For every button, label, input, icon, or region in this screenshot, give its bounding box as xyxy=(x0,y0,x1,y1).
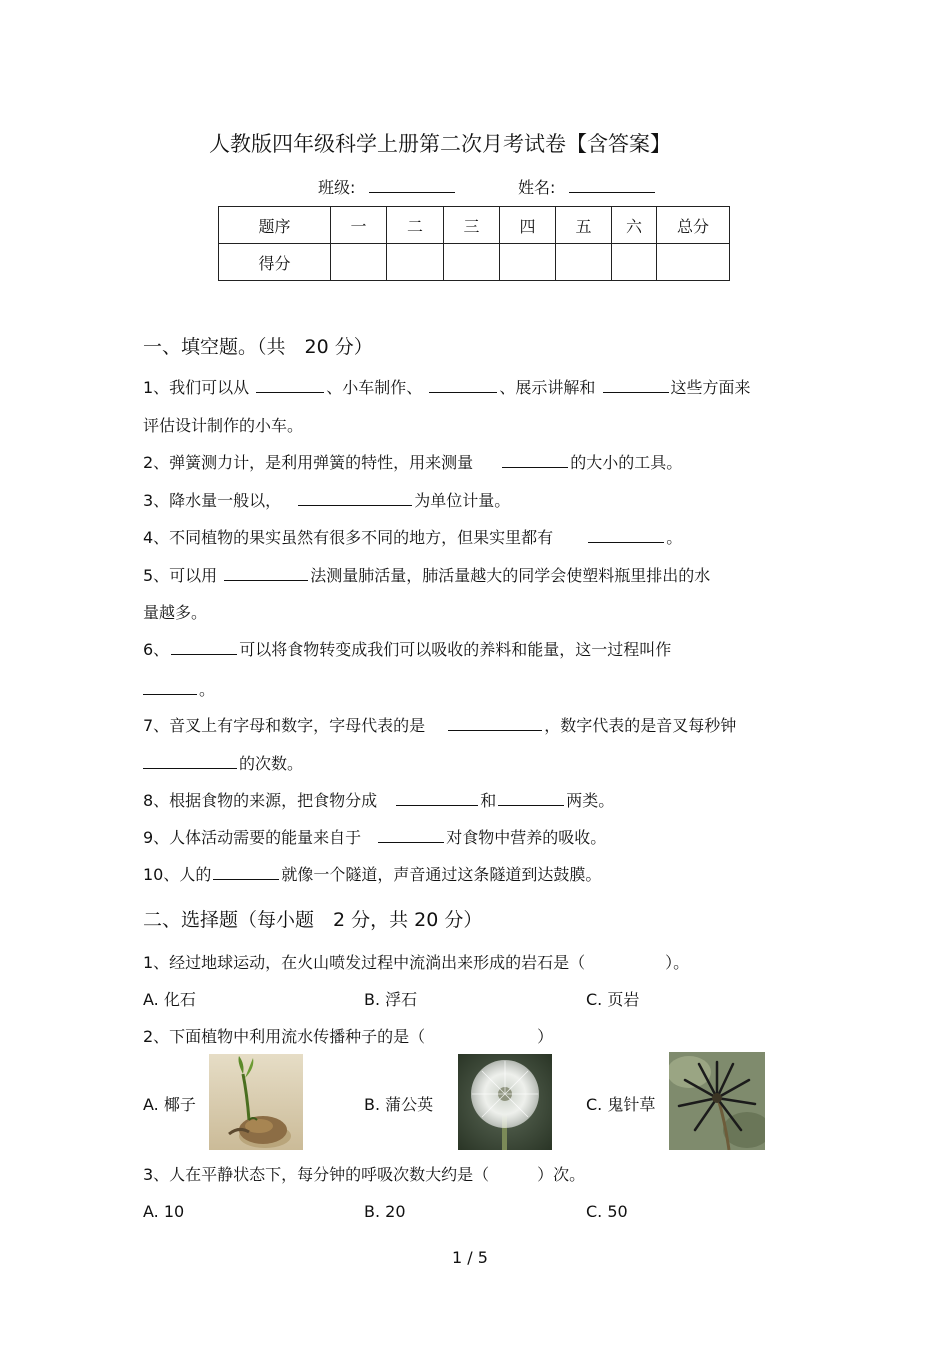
class-label: 班级: xyxy=(318,178,356,197)
score-header-cell: 二 xyxy=(387,207,444,244)
q5-text: 5、可以用 xyxy=(143,566,218,585)
mc-q1-option-b: B. 浮石 xyxy=(364,990,418,1009)
mc-q2-option-b: B. 蒲公英 xyxy=(364,1095,434,1114)
score-header-cell: 五 xyxy=(556,207,612,244)
answer-blank xyxy=(429,378,497,393)
question-6 xyxy=(143,639,671,661)
coconut-sprout-image xyxy=(209,1054,303,1150)
mc-question-3: 3、人在平静状态下，每分钟的呼吸次数大约是（ ）次。 xyxy=(143,1165,586,1184)
q8-text: 8、根据食物的来源，把食物分成 xyxy=(143,791,378,810)
score-table-score-row xyxy=(219,244,730,281)
answer-blank xyxy=(171,640,237,655)
score-cell xyxy=(444,244,500,281)
answer-blank xyxy=(256,378,324,393)
mc-q3-option-c: C. 50 xyxy=(586,1202,628,1221)
score-table xyxy=(218,206,730,281)
answer-blank xyxy=(143,680,197,695)
question-6-cont xyxy=(143,679,215,701)
mc-question-2: 2、下面植物中利用流水传播种子的是（ ） xyxy=(143,1027,554,1046)
q7-text: ，数字代表的是音叉每秒钟 xyxy=(544,716,737,735)
question-7 xyxy=(143,715,736,737)
section2-heading: 二、选择题（每小题 2 分，共 20 分） xyxy=(143,909,483,931)
answer-blank xyxy=(498,791,564,806)
q6-text: 6、 xyxy=(143,640,170,659)
mc-q1-option-a: A. 化石 xyxy=(143,990,196,1009)
answer-blank xyxy=(448,716,542,731)
q6-text: 可以将食物转变成我们可以吸收的养料和能量，这一过程叫作 xyxy=(239,640,672,659)
class-field xyxy=(318,175,455,198)
question-4 xyxy=(143,527,682,549)
q1-text: 1、我们可以从 xyxy=(143,378,250,397)
q10-text: 就像一个隧道，声音通过这条隧道到达鼓膜。 xyxy=(281,865,602,884)
answer-blank xyxy=(213,865,279,880)
score-cell xyxy=(500,244,556,281)
answer-blank xyxy=(298,491,412,506)
score-header-cell: 六 xyxy=(612,207,657,244)
score-cell xyxy=(612,244,657,281)
answer-blank xyxy=(502,453,568,468)
q1-text: 、小车制作、 xyxy=(326,378,423,397)
score-cell xyxy=(657,244,730,281)
answer-blank xyxy=(378,828,444,843)
score-cell xyxy=(331,244,387,281)
q2-text: 的大小的工具。 xyxy=(570,453,683,472)
q10-text: 10、人的 xyxy=(143,865,212,884)
q4-text: 。 xyxy=(666,528,683,547)
answer-blank xyxy=(396,791,478,806)
score-cell xyxy=(556,244,612,281)
answer-blank xyxy=(603,378,669,393)
score-header-cell: 四 xyxy=(500,207,556,244)
score-header-cell: 一 xyxy=(331,207,387,244)
score-header-cell: 三 xyxy=(444,207,500,244)
mc-q3-option-a: A. 10 xyxy=(143,1202,185,1221)
q3-text: 为单位计量。 xyxy=(414,491,511,510)
question-1-cont: 评估设计制作的小车。 xyxy=(143,416,304,435)
mc-q2-option-c: C. 鬼针草 xyxy=(586,1095,656,1114)
mc-q3-option-b: B. 20 xyxy=(364,1202,406,1221)
mc-q1-option-c: C. 页岩 xyxy=(586,990,640,1009)
q1-text: 、展示讲解和 xyxy=(499,378,596,397)
question-9 xyxy=(143,827,606,849)
question-5 xyxy=(143,565,710,587)
q7-text: 7、音叉上有字母和数字，字母代表的是 xyxy=(143,716,426,735)
question-7-cont xyxy=(143,753,303,775)
answer-blank xyxy=(224,566,308,581)
class-blank xyxy=(369,177,455,193)
beggar-ticks-image xyxy=(669,1052,765,1150)
dandelion-image xyxy=(458,1054,552,1150)
q5-text: 法测量肺活量，肺活量越大的同学会使塑料瓶里排出的水 xyxy=(310,566,711,585)
score-cell xyxy=(387,244,444,281)
question-5-cont: 量越多。 xyxy=(143,603,208,622)
q1-text: 这些方面来 xyxy=(670,378,751,397)
score-table-header-row xyxy=(219,207,730,244)
page-number: 1 / 5 xyxy=(452,1248,488,1267)
question-3 xyxy=(143,490,510,512)
page-title: 人教版四年级科学上册第二次月考试卷【含答案】 xyxy=(209,132,671,156)
q6-text: 。 xyxy=(199,680,216,699)
q3-text: 3、降水量一般以， xyxy=(143,491,282,510)
question-10 xyxy=(143,864,601,886)
score-header-cell: 总分 xyxy=(657,207,730,244)
question-8 xyxy=(143,790,614,812)
q8-text: 和 xyxy=(480,791,497,810)
mc-q2-option-a: A. 椰子 xyxy=(143,1095,196,1114)
q9-text: 9、人体活动需要的能量来自于 xyxy=(143,828,362,847)
q7-text: 的次数。 xyxy=(239,754,304,773)
q4-text: 4、不同植物的果实虽然有很多不同的地方，但果实里都有 xyxy=(143,528,554,547)
answer-blank xyxy=(143,754,237,769)
score-header-cell: 题序 xyxy=(219,207,331,244)
mc-question-1: 1、经过地球运动，在火山喷发过程中流淌出来形成的岩石是（ ）。 xyxy=(143,953,690,972)
name-field xyxy=(518,175,655,198)
question-2 xyxy=(143,452,682,474)
name-blank xyxy=(569,177,655,193)
question-1 xyxy=(143,377,751,399)
score-row-label: 得分 xyxy=(219,244,331,281)
q8-text: 两类。 xyxy=(566,791,615,810)
answer-blank xyxy=(588,528,664,543)
section1-heading: 一、填空题。（共 20 分） xyxy=(143,336,373,358)
name-label: 姓名: xyxy=(518,178,556,197)
q9-text: 对食物中营养的吸收。 xyxy=(446,828,607,847)
q2-text: 2、弹簧测力计，是利用弹簧的特性，用来测量 xyxy=(143,453,474,472)
